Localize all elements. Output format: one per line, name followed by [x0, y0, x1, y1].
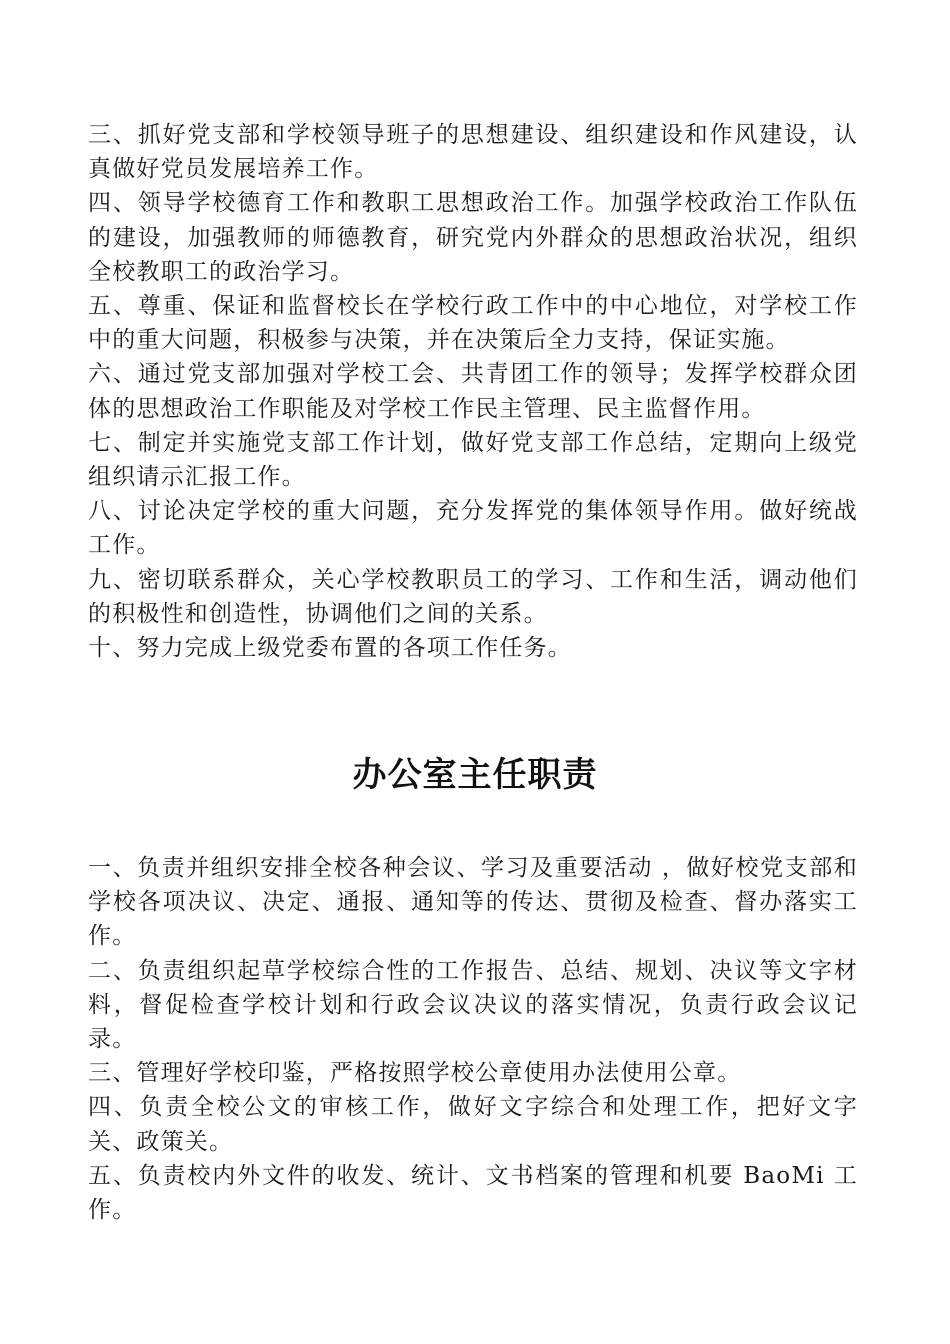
- list-item: 八、讨论决定学校的重大问题，充分发挥党的集体领导作用。做好统战工作。: [88, 498, 858, 559]
- office-director-duties-list: [88, 851, 858, 1227]
- list-item: 五、尊重、保证和监督校长在学校行政工作中的中心地位，对学校工作中的重大问题，积极参与决策，并在决策后全力支持，保证实施。: [88, 293, 858, 354]
- list-item: 二、负责组织起草学校综合性的工作报告、总结、规划、决议等文字材料，督促检查学校计划和行政会议决议的落实情况，负责行政会议记录。: [88, 957, 858, 1053]
- list-item: 一、负责并组织安排全校各种会议、学习及重要活动 ，做好校党支部和学校各项决议、决定、通报、通知等的传达、贯彻及检查、督办落实工作。: [88, 855, 858, 950]
- list-item: 三、管理好学校印鉴，严格按照学校公章使用办法使用公章。: [88, 1060, 742, 1087]
- list-item: 十、努力完成上级党委布置的各项工作任务。: [88, 635, 572, 662]
- list-item: 六、通过党支部加强对学校工会、共青团工作的领导；发挥学校群众团体的思想政治工作职能及对学校工作民主管理、民主监督作用。: [88, 361, 858, 422]
- list-item: 四、领导学校德育工作和教职工思想政治工作。加强学校政治工作队伍的建设，加强教师的师德教育，研究党内外群众的思想政治状况，组织全校教职工的政治学习。: [88, 190, 858, 285]
- list-item: 五、负责校内外文件的收发、统计、文书档案的管理和机要 BaoMi 工作。: [88, 1162, 858, 1224]
- list-item: 七、制定并实施党支部工作计划，做好党支部工作总结，定期向上级党组织请示汇报工作。: [88, 429, 858, 491]
- list-item: 三、抓好党支部和学校领导班子的思想建设、组织建设和作风建设，认真做好党员发展培养工作。: [88, 122, 858, 183]
- section-title: 办公室主任职责: [352, 755, 598, 795]
- list-item: 四、负责全校公文的审核工作，做好文字综合和处理工作，把好文字关、政策关。: [88, 1094, 858, 1155]
- list-item: 九、密切联系群众，关心学校教职员工的学习、工作和生活，调动他们的积极性和创造性，协调他们之间的关系。: [88, 566, 858, 627]
- party-duties-list: [88, 118, 858, 665]
